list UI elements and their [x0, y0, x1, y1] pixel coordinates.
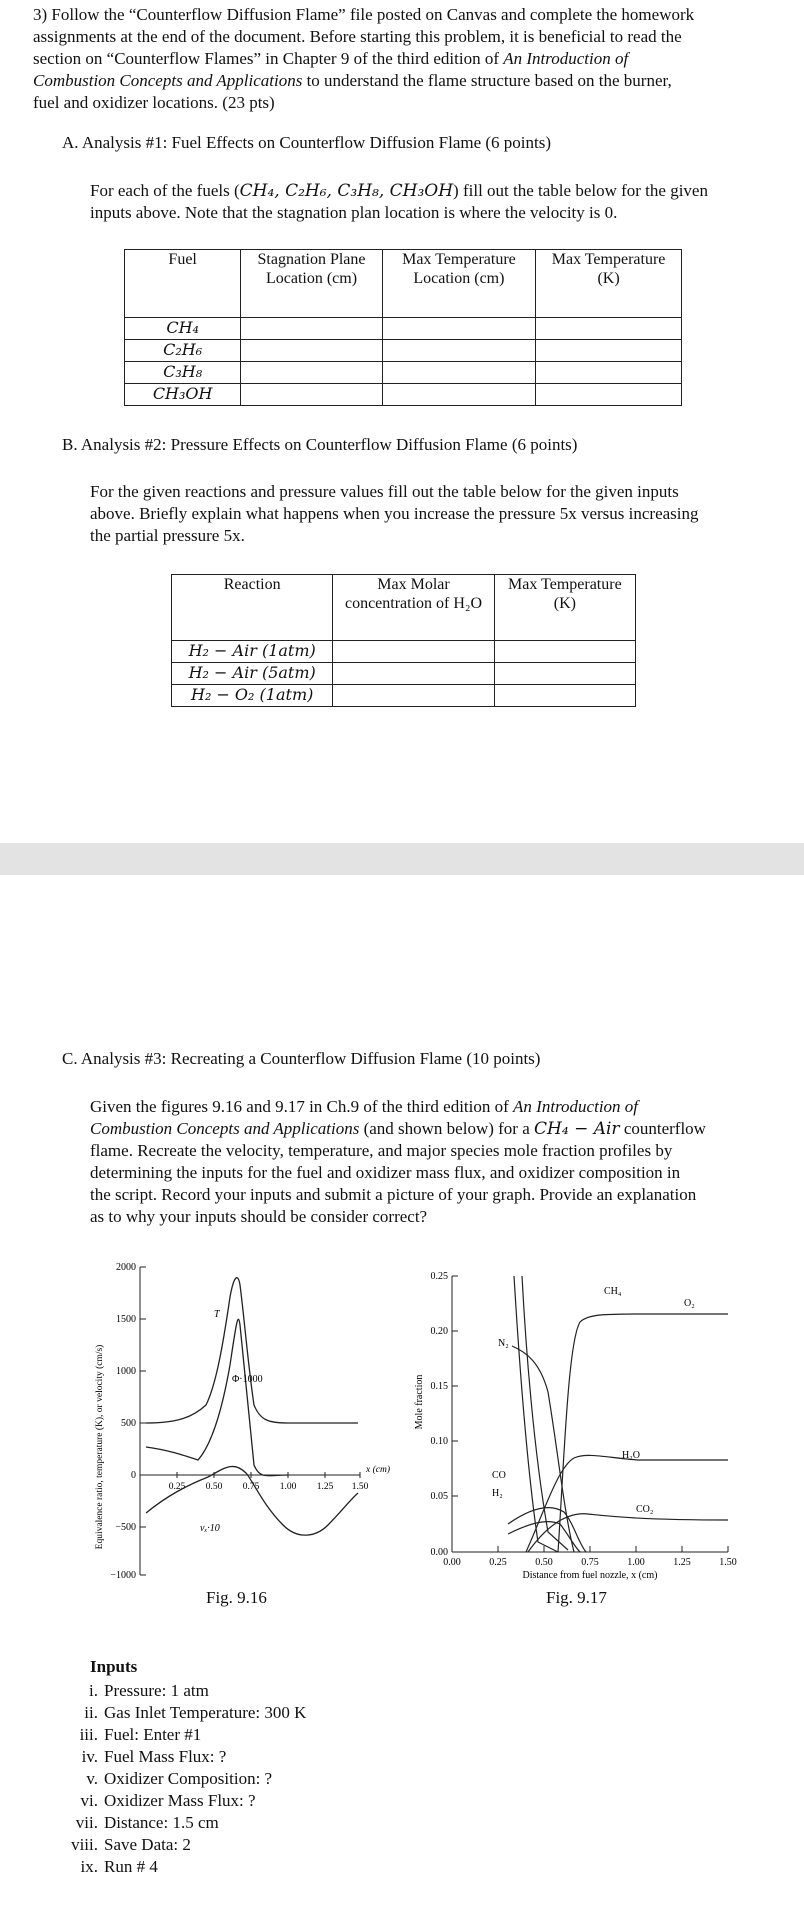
part-c-text: determining the inputs for the fuel and oxidizer mass flux, and oxidizer composition in — [90, 1163, 681, 1182]
fig16-ytick: −500 — [115, 1522, 136, 1533]
fig17-label-n2: N₂ — [498, 1338, 509, 1349]
input-item: v. Oxidizer Composition: ? — [86, 1769, 273, 1788]
fuel-table — [124, 249, 682, 406]
question-line: Combustion Concepts and Applications to understand the flame structure based on the burner, — [33, 71, 672, 90]
fig17-xtick: 0.00 — [443, 1557, 461, 1568]
fig17-label-h2o: H₂O — [622, 1450, 640, 1461]
fig17-caption: Fig. 9.17 — [546, 1588, 607, 1607]
table-cell-fuel: CH₄ — [125, 318, 241, 340]
table-cell[interactable] — [494, 641, 635, 663]
table-header: Reaction — [172, 575, 333, 641]
fig17-label-o2: O₂ — [684, 1298, 695, 1309]
table-header: Fuel — [125, 250, 241, 318]
fig17-xtick: 0.75 — [581, 1557, 599, 1568]
fig16-label-T: T — [214, 1309, 220, 1320]
fig17-yticks — [431, 1271, 459, 1558]
fig16-ytick: 2000 — [116, 1262, 136, 1273]
fig17-xtick: 1.00 — [627, 1557, 645, 1568]
fig16-xtick: 1.50 — [351, 1482, 369, 1492]
part-a-text: inputs above. Note that the stagnation plan location is where the velocity is 0. — [90, 203, 618, 222]
fig16-phi-curve — [146, 1319, 288, 1476]
fig16-ytick: −1000 — [110, 1570, 136, 1581]
fig16-xtick: 1.00 — [279, 1482, 297, 1492]
table-header: Max Molar concentration of H₂O — [333, 575, 494, 641]
fig17-xtick: 1.50 — [719, 1557, 737, 1568]
fig16-xtick: 0.75 — [242, 1482, 260, 1492]
fig16-xlabel: x (cm) — [366, 1465, 390, 1475]
fig16-ytick: 500 — [121, 1418, 136, 1429]
table-cell[interactable] — [382, 384, 535, 406]
table-cell-fuel: C₂H₆ — [125, 340, 241, 362]
fig17-ylabel: Mole fraction — [414, 1374, 425, 1430]
input-item: ix. Run # 4 — [80, 1857, 158, 1876]
fig17-xtick: 0.25 — [489, 1557, 507, 1568]
part-c-text: flame. Recreate the velocity, temperature, and major species mole fraction profiles by — [90, 1141, 673, 1160]
question-line: 3) Follow the “Counterflow Diffusion Flame” file posted on Canvas and complete the homework — [33, 5, 695, 24]
table-header: Max Temperature Location (cm) — [382, 250, 535, 318]
fig17-label-co2: CO₂ — [636, 1504, 654, 1515]
part-a-text: For each of the fuels (CH₄, C₂H₆, C₃H₈, CH₃OH) fill out the table below for the given — [90, 181, 708, 201]
fig17-label-co: CO — [492, 1470, 506, 1481]
table-header: Max Temperature (K) — [494, 575, 635, 641]
fig16-xtick: 1.25 — [316, 1482, 334, 1492]
question-line: assignments at the end of the document. Before starting this problem, it is beneficial to read the — [33, 27, 682, 46]
fig17-label-h2: H₂ — [492, 1488, 503, 1499]
page-break — [0, 843, 804, 875]
table-header: Max Temperature (K) — [536, 250, 682, 318]
fig17-label-ch4: CH₄ — [604, 1286, 622, 1297]
figure-9-17 — [408, 1262, 738, 1592]
fig17-xticks — [443, 1546, 737, 1568]
pressure-table — [171, 574, 636, 707]
fig17-ytick: 0.05 — [430, 1491, 448, 1502]
fig16-label-phi: Φ·1000 — [232, 1374, 263, 1385]
fig16-caption: Fig. 9.16 — [206, 1588, 267, 1607]
question-line: fuel and oxidizer locations. (23 pts) — [33, 93, 275, 112]
fig17-ytick: 0.25 — [430, 1271, 448, 1282]
part-a-heading: A. Analysis #1: Fuel Effects on Counterflow Diffusion Flame (6 points) — [62, 133, 552, 152]
table-cell-reaction: H₂ − O₂ (1atm) — [172, 685, 333, 707]
input-item: vi. Oxidizer Mass Flux: ? — [80, 1791, 256, 1810]
part-c-text: as to why your inputs should be consider correct? — [90, 1207, 428, 1226]
fig17-ytick: 0.15 — [430, 1381, 448, 1392]
fig16-ylabel: Equivalence ratio, temperature (K), or velocity (cm/s) — [95, 1344, 105, 1550]
table-cell[interactable] — [382, 318, 535, 340]
fig16-xtick: 0.50 — [205, 1482, 223, 1492]
input-item: viii. Save Data: 2 — [71, 1835, 191, 1854]
figure-9-16 — [88, 1255, 398, 1610]
part-c-heading: C. Analysis #3: Recreating a Counterflow Diffusion Flame (10 points) — [62, 1049, 541, 1068]
fig16-ytick: 1000 — [116, 1366, 136, 1377]
inputs-title: Inputs — [90, 1657, 138, 1676]
table-cell[interactable] — [494, 685, 635, 707]
part-b-text: above. Briefly explain what happens when you increase the pressure 5x versus increasing — [90, 504, 699, 523]
table-cell[interactable] — [333, 641, 494, 663]
fig17-xtick: 1.25 — [673, 1557, 691, 1568]
table-header: Stagnation Plane Location (cm) — [241, 250, 382, 318]
table-cell[interactable] — [536, 340, 682, 362]
table-cell[interactable] — [333, 663, 494, 685]
table-cell[interactable] — [536, 362, 682, 384]
part-c-text: the script. Record your inputs and submit a picture of your graph. Provide an explanation — [90, 1185, 697, 1204]
input-item: iv. Fuel Mass Flux: ? — [81, 1747, 227, 1766]
table-cell-fuel: CH₃OH — [125, 384, 241, 406]
fig16-ytick: 0 — [131, 1470, 136, 1481]
fig17-xlabel: Distance from fuel nozzle, x (cm) — [522, 1570, 658, 1581]
fig17-h2o-curve — [526, 1455, 728, 1552]
fig16-xtick: 0.25 — [168, 1482, 186, 1492]
fig16-yticks — [110, 1262, 146, 1581]
fig16-label-vx: vₓ·10 — [200, 1523, 220, 1534]
fig16-ytick: 1500 — [116, 1314, 136, 1325]
input-item: ii. Gas Inlet Temperature: 300 K — [84, 1703, 307, 1722]
fig16-velocity-curve — [146, 1466, 358, 1535]
table-cell[interactable] — [241, 384, 382, 406]
table-cell-reaction: H₂ − Air (5atm) — [172, 663, 333, 685]
fig17-ytick: 0.00 — [430, 1547, 448, 1558]
table-cell[interactable] — [241, 362, 382, 384]
table-cell[interactable] — [241, 318, 382, 340]
part-b-heading: B. Analysis #2: Pressure Effects on Counterflow Diffusion Flame (6 points) — [62, 435, 578, 454]
input-item: i. Pressure: 1 atm — [89, 1681, 209, 1700]
fig17-xtick: 0.50 — [535, 1557, 553, 1568]
table-cell-reaction: H₂ − Air (1atm) — [172, 641, 333, 663]
table-cell[interactable] — [333, 685, 494, 707]
part-c-text: Given the figures 9.16 and 9.17 in Ch.9 of the third edition of An Introduction of — [90, 1097, 639, 1116]
table-cell[interactable] — [241, 340, 382, 362]
part-c-text: Combustion Concepts and Applications (and shown below) for a CH₄ − Air counterflow — [90, 1119, 706, 1139]
fig17-o2-curve — [558, 1314, 728, 1552]
table-cell[interactable] — [536, 384, 682, 406]
fig16-temperature-curve — [146, 1278, 358, 1423]
fig17-ytick: 0.20 — [430, 1326, 448, 1337]
fig17-ytick: 0.10 — [430, 1436, 448, 1447]
question-line: section on “Counterflow Flames” in Chapter 9 of the third edition of An Introduction of — [33, 49, 629, 68]
input-item: vii. Distance: 1.5 cm — [75, 1813, 219, 1832]
table-cell-fuel: C₃H₈ — [125, 362, 241, 384]
table-cell[interactable] — [382, 362, 535, 384]
table-cell[interactable] — [536, 318, 682, 340]
table-cell[interactable] — [382, 340, 535, 362]
part-b-text: the partial pressure 5x. — [90, 526, 245, 545]
input-item: iii. Fuel: Enter #1 — [79, 1725, 202, 1744]
part-b-text: For the given reactions and pressure values fill out the table below for the given inputs — [90, 482, 679, 501]
table-cell[interactable] — [494, 663, 635, 685]
